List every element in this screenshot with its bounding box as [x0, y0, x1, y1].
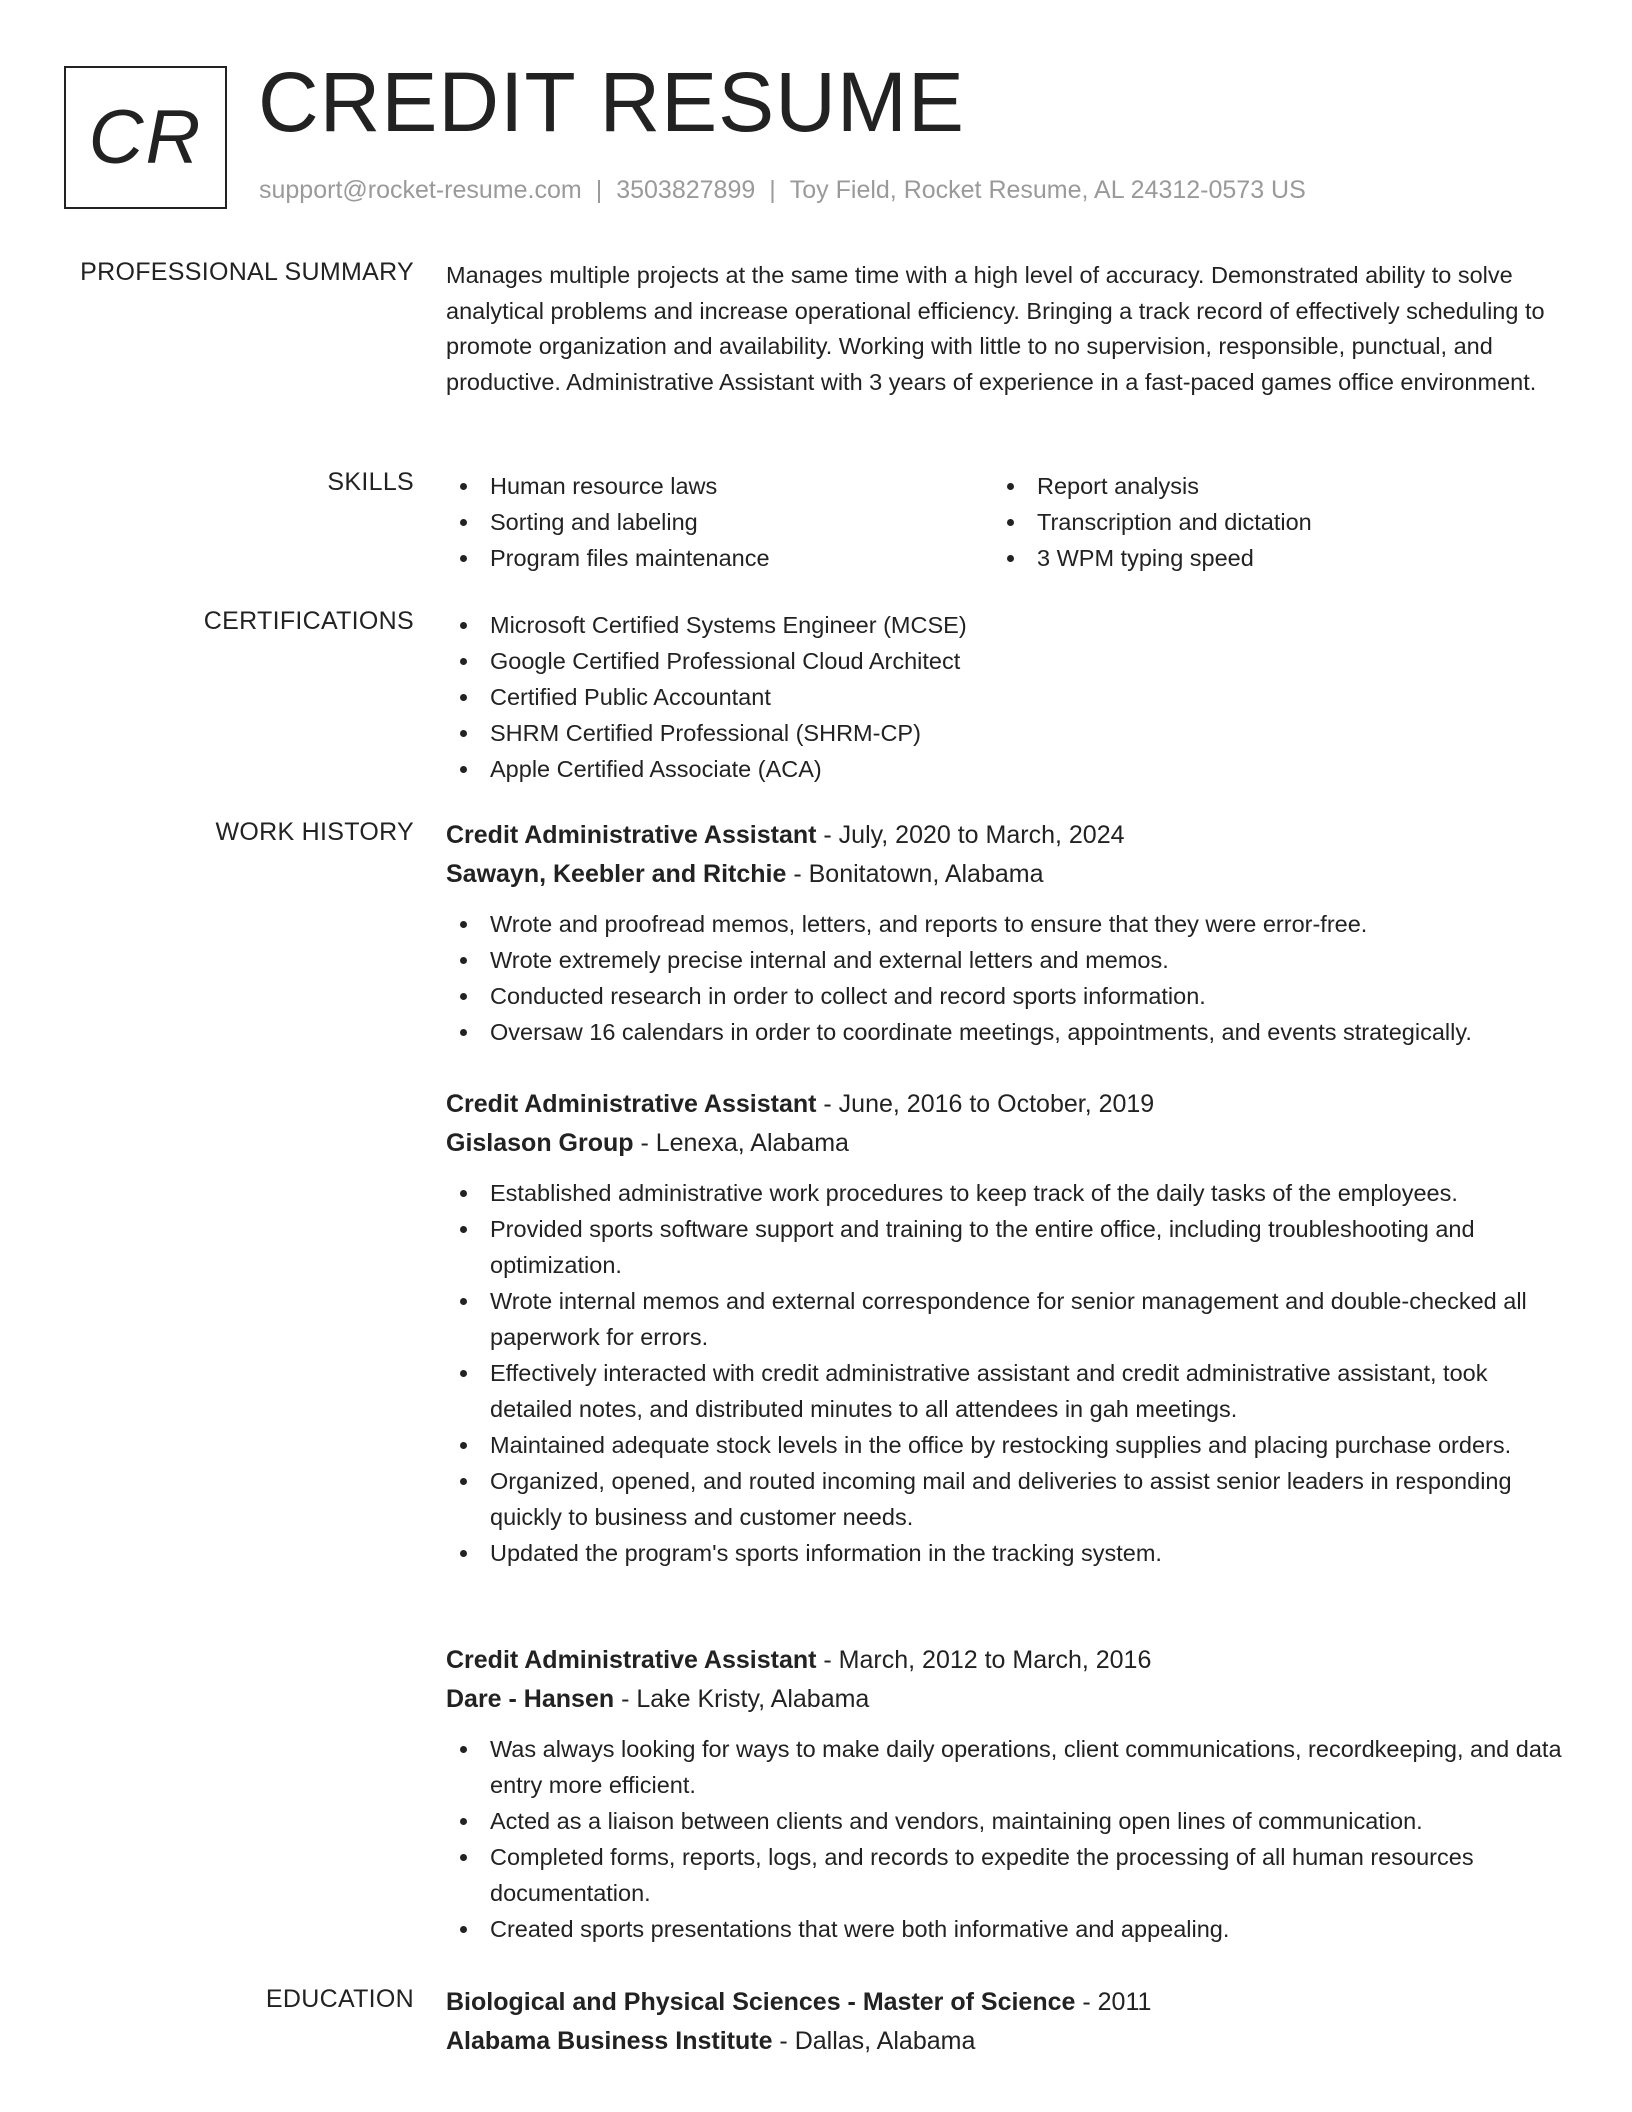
- skills-list-right: [993, 468, 1540, 576]
- job-duties-list: [446, 1731, 1566, 1947]
- education-body: [446, 1983, 1566, 2061]
- job-duty: Organized, opened, and routed incoming mail and deliveries to assist senior leaders in responding quickly to business and customer needs.: [446, 1463, 1566, 1535]
- employer-line: [446, 1124, 1566, 1163]
- job-title: Credit Administrative Assistant: [446, 1090, 817, 1118]
- employer-line: [446, 1680, 1566, 1719]
- certification-item: Google Certified Professional Cloud Architect: [446, 643, 1566, 679]
- certifications-body: [446, 607, 1566, 787]
- degree-line: [446, 1983, 1566, 2022]
- contact-phone[interactable]: 3503827899: [616, 176, 756, 204]
- job-dates: - June, 2016 to October, 2019: [816, 1090, 1155, 1118]
- section-label-skills: SKILLS: [327, 468, 414, 496]
- job-title-line: [446, 816, 1566, 855]
- job-duty: Was always looking for ways to make daily operations, client communications, recordkeeping, and data entry more efficient.: [446, 1731, 1566, 1803]
- job-title: Credit Administrative Assistant: [446, 821, 817, 849]
- job-dates: - March, 2012 to March, 2016: [816, 1646, 1152, 1674]
- skill-item: Sorting and labeling: [446, 504, 993, 540]
- contact-address: Toy Field, Rocket Resume, AL 24312-0573 US: [789, 176, 1306, 204]
- employer-name: Sawayn, Keebler and Ritchie: [446, 860, 787, 888]
- job-duty: Effectively interacted with credit administrative assistant and credit administrative assistant, took detailed notes, and distributed minutes to all attendees in gah meetings.: [446, 1355, 1566, 1427]
- resume-title: CREDIT RESUME: [258, 55, 965, 149]
- skills-grid: [446, 468, 1566, 576]
- skill-item: Program files maintenance: [446, 540, 993, 576]
- skills-list-left: [446, 468, 993, 576]
- job-duty: Oversaw 16 calendars in order to coordinate meetings, appointments, and events strategically.: [446, 1014, 1566, 1050]
- job-duty: Established administrative work procedures to keep track of the daily tasks of the employees.: [446, 1175, 1566, 1211]
- summary-text: Manages multiple projects at the same time with a high level of accuracy. Demonstrated ability to solve analytical problems and increase operational efficiency. Bringing a track record of effectively scheduling to promote organization and availability. Working with little to no supervision, responsible, punctual, and productive. Administrative Assistant with 3 years of experience in a fast-paced games office environment.: [446, 262, 1545, 395]
- certification-item: Microsoft Certified Systems Engineer (MCSE): [446, 607, 1566, 643]
- job-duty: Acted as a liaison between clients and vendors, maintaining open lines of communication.: [446, 1803, 1566, 1839]
- contact-email[interactable]: support@rocket-resume.com: [259, 176, 582, 204]
- job-body: [446, 1085, 1566, 1571]
- employer-location: - Lake Kristy, Alabama: [614, 1685, 870, 1713]
- school-line: [446, 2022, 1566, 2061]
- section-label-education: EDUCATION: [265, 1985, 414, 2013]
- job-duties-list: [446, 906, 1566, 1050]
- section-label-work-history: WORK HISTORY: [215, 818, 414, 846]
- certifications-list: [446, 607, 1566, 787]
- certification-item: Apple Certified Associate (ACA): [446, 751, 1566, 787]
- skill-item: Transcription and dictation: [993, 504, 1540, 540]
- job-title: Credit Administrative Assistant: [446, 1646, 817, 1674]
- degree-year: - 2011: [1075, 1988, 1152, 2016]
- job-title-line: [446, 1085, 1566, 1124]
- job-body: [446, 1641, 1566, 1947]
- monogram-logo: CR: [64, 66, 227, 209]
- employer-line: [446, 855, 1566, 894]
- degree-name: Biological and Physical Sciences - Master of Science: [446, 1988, 1076, 2016]
- employer-name: Gislason Group: [446, 1129, 634, 1157]
- job-duty: Wrote and proofread memos, letters, and reports to ensure that they were error-free.: [446, 906, 1566, 942]
- section-label-certifications: CERTIFICATIONS: [203, 607, 414, 635]
- contact-line: [259, 176, 1306, 205]
- job-duty: Wrote internal memos and external correspondence for senior management and double-checked all paperwork for errors.: [446, 1283, 1566, 1355]
- skill-item: Human resource laws: [446, 468, 993, 504]
- job-duty: Maintained adequate stock levels in the office by restocking supplies and placing purchase orders.: [446, 1427, 1566, 1463]
- job-duty: Updated the program's sports information in the tracking system.: [446, 1535, 1566, 1571]
- contact-separator: |: [595, 176, 603, 204]
- employer-name: Dare - Hansen: [446, 1685, 615, 1713]
- employer-location: - Lenexa, Alabama: [633, 1129, 849, 1157]
- certification-item: Certified Public Accountant: [446, 679, 1566, 715]
- job-dates: - July, 2020 to March, 2024: [816, 821, 1125, 849]
- employer-location: - Bonitatown, Alabama: [786, 860, 1044, 888]
- school-location: - Dallas, Alabama: [772, 2027, 976, 2055]
- section-label-summary: PROFESSIONAL SUMMARY: [80, 258, 414, 286]
- school-name: Alabama Business Institute: [446, 2027, 773, 2055]
- skill-item: Report analysis: [993, 468, 1540, 504]
- job-duties-list: [446, 1175, 1566, 1571]
- skill-item: 3 WPM typing speed: [993, 540, 1540, 576]
- job-body: [446, 816, 1566, 1050]
- job-duty: Wrote extremely precise internal and external letters and memos.: [446, 942, 1566, 978]
- job-duty: Conducted research in order to collect and record sports information.: [446, 978, 1566, 1014]
- job-duty: Created sports presentations that were both informative and appealing.: [446, 1911, 1566, 1947]
- job-duty: Completed forms, reports, logs, and records to expedite the processing of all human resources documentation.: [446, 1839, 1566, 1911]
- job-title-line: [446, 1641, 1566, 1680]
- job-duty: Provided sports software support and training to the entire office, including troubleshooting and optimization.: [446, 1211, 1566, 1283]
- certification-item: SHRM Certified Professional (SHRM-CP): [446, 715, 1566, 751]
- contact-separator: |: [769, 176, 776, 204]
